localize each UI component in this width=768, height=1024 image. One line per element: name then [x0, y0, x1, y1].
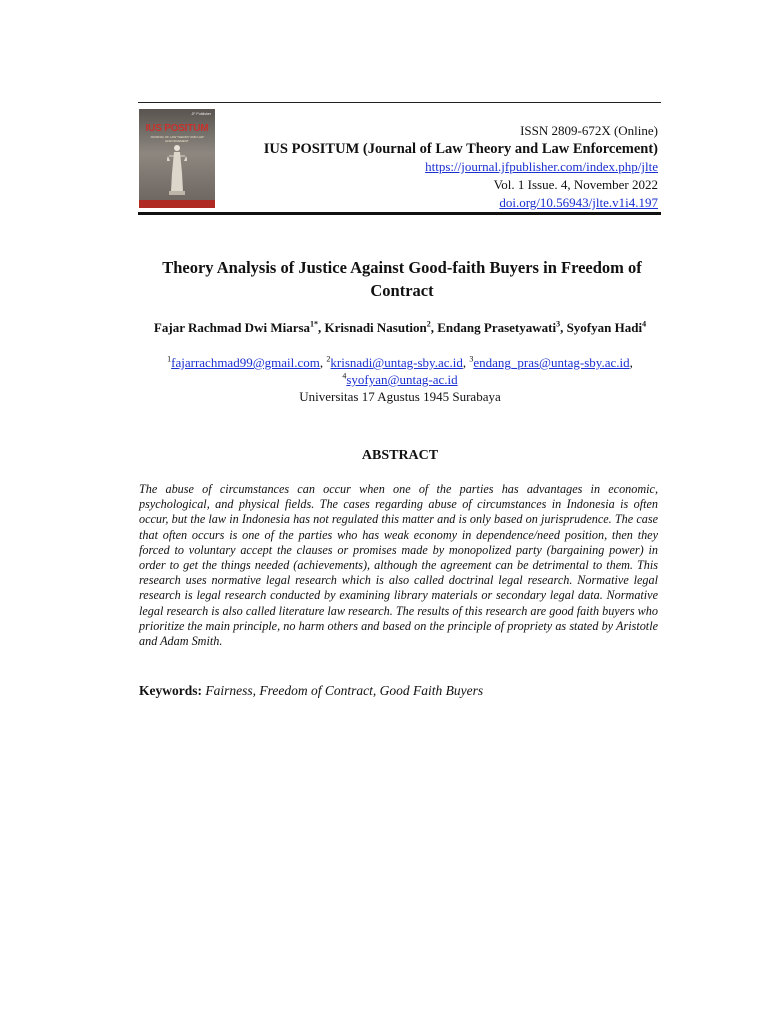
header-top-rule — [138, 102, 661, 103]
journal-cover-image — [139, 109, 215, 208]
author: Krisnadi Nasution$^2$, — [324, 319, 438, 335]
author: Syofyan Hadi$^4$ — [566, 319, 647, 335]
journal-name: IUS POSITUM (Journal of Law Theory and Law Enforcement) — [263, 141, 658, 157]
cover-title: IUS POSITUM — [145, 123, 209, 134]
header-bottom-rule — [138, 212, 661, 215]
cover-publisher: JF Publisher — [191, 112, 211, 116]
email-link[interactable]: krisnadi@untag-sby.ac.id — [330, 355, 463, 370]
author-emails: $^1$fajarrachmad99@gmail.com, $^2$krisnadi@untag-sby.ac.id, $^3$endang_pras@untag-sby.ac.id, $^4$syofyan@untag-ac.id — [167, 354, 633, 387]
author: Fajar Rachmad Dwi Miarsa$^{1*}$, — [153, 319, 325, 335]
keywords-value: Fairness, Freedom of Contract, Good Faith Buyers — [205, 683, 484, 698]
email-link[interactable]: fajarrachmad99@gmail.com — [171, 355, 320, 370]
abstract-text: The abuse of circumstances can occur when one of the parties has advantages in economic, psychological, and physical fields. The cases regarding abuse of circumstances in Indonesia is often occur, but the law in Indonesia has not regulated this matter and is only based on jurisprudence. The case that often occurs is one of the parties who has weak economy in dependence/need position, then they forced to voluntary accept the clauses or promises made by monopolized party (bargaining power) in order to get the things needed (achievements), although the agreement can be detrimental to them. This research uses normative legal research which is also called doctrinal legal research. Normative legal research is legal research conducted by examining library materials or secondary legal data. Normative legal research is also called literature law research. The results of this research are good faith buyers who prioritize the main principle, no harm others and based on the principle of propriety as stated by Aristotle and Adam Smith. — [139, 482, 658, 649]
email-link[interactable]: endang_pras@untag-sby.ac.id — [473, 355, 630, 370]
abstract-heading: ABSTRACT — [361, 448, 439, 463]
cover-subtitle: JOURNAL OF LAW THEORY AND LAW ENFORCEMENT — [150, 135, 204, 143]
journal-url-link[interactable]: https://journal.jfpublisher.com/index.php/jlte — [425, 159, 658, 174]
affiliation: Universitas 17 Agustus 1945 Surabaya — [299, 389, 501, 404]
cover-band — [139, 200, 215, 208]
journal-header — [264, 122, 658, 212]
volume-issue: Vol. 1 Issue. 4, November 2022 — [493, 177, 658, 192]
author-list — [138, 319, 662, 337]
keywords-label: Keywords: — [139, 683, 202, 698]
issn: ISSN 2809-672X (Online) — [520, 123, 658, 138]
email-link[interactable]: syofyan@untag-ac.id — [346, 372, 458, 387]
lady-justice-icon — [167, 143, 187, 195]
doi-link[interactable]: doi.org/10.56943/jlte.v1i4.197 — [499, 195, 658, 210]
author: Endang Prasetyawati$^3$, — [437, 319, 567, 335]
keywords — [139, 683, 483, 699]
paper-title: Theory Analysis of Justice Against Good-faith Buyers in Freedom of Contract — [162, 258, 642, 300]
